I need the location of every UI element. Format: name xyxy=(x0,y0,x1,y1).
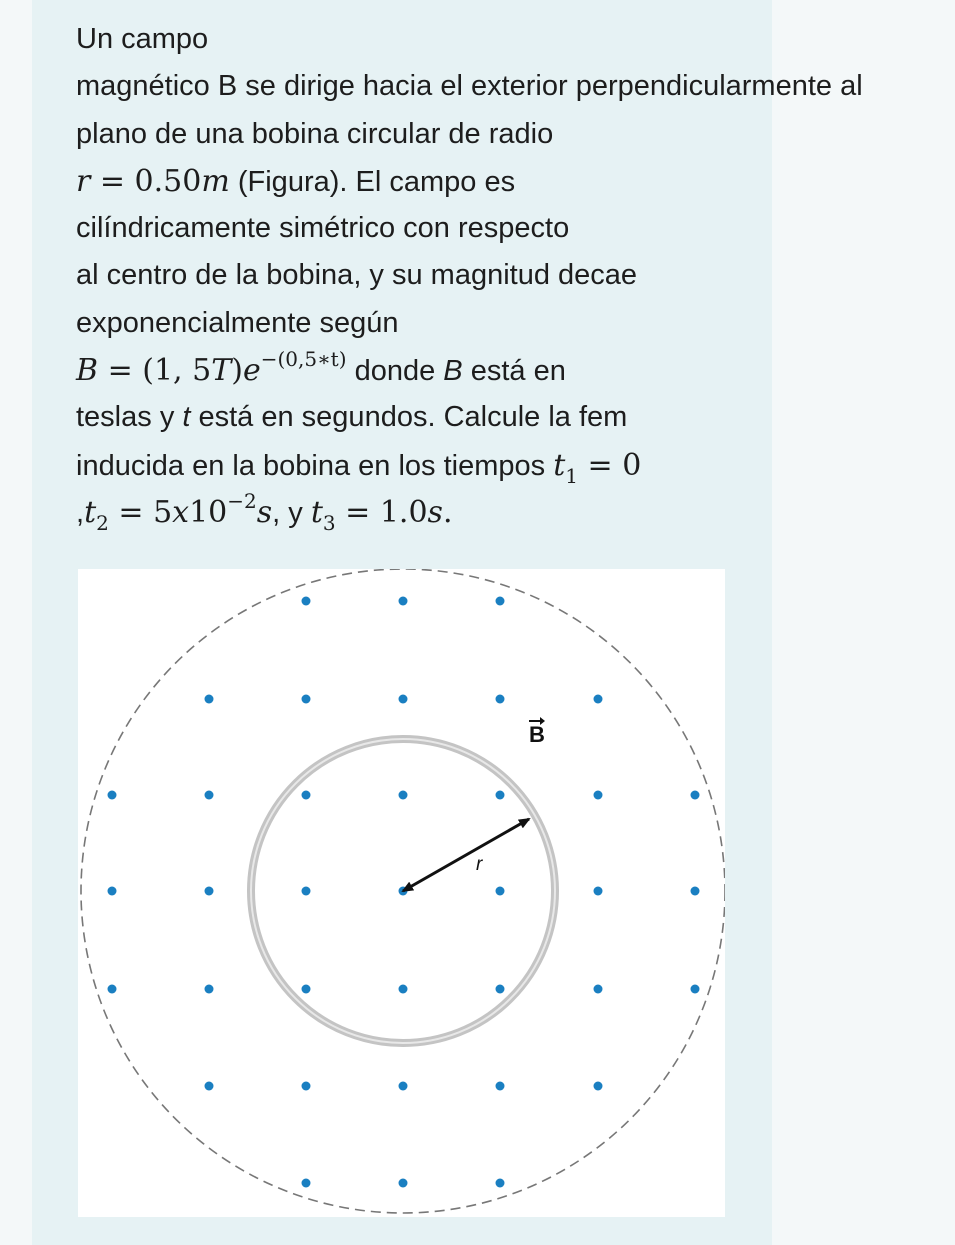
field-dot xyxy=(108,887,117,896)
field-dot xyxy=(691,887,700,896)
problem-line-9: teslas y t está en segundos. Calcule la fem xyxy=(76,401,628,434)
field-dot xyxy=(302,1082,311,1091)
field-label: B xyxy=(529,722,545,747)
field-dot xyxy=(302,791,311,800)
problem-line-2: magnético B se dirige hacia el exterior perpendicularmente al xyxy=(76,70,863,103)
field-dot xyxy=(399,985,408,994)
field-dot xyxy=(399,597,408,606)
radius-label: r xyxy=(476,854,483,875)
field-dot xyxy=(108,791,117,800)
field-dot xyxy=(302,887,311,896)
field-dot xyxy=(594,695,603,704)
field-dot xyxy=(302,695,311,704)
problem-line-11: $,t_2 = 5x10^{-2}s$, y $t_3 = 1.0s$. xyxy=(76,488,453,535)
field-dot xyxy=(302,597,311,606)
field-dot xyxy=(594,791,603,800)
field-dot xyxy=(302,985,311,994)
problem-line-7: exponencialmente según xyxy=(76,306,399,339)
field-dot xyxy=(496,887,505,896)
field-dot xyxy=(594,985,603,994)
problem-line-8: B = (1, $5T)e^{-(0,5∗t)}$ donde B está en xyxy=(76,347,566,389)
field-dot xyxy=(496,791,505,800)
field-dot xyxy=(594,887,603,896)
field-dot xyxy=(496,1082,505,1091)
field-dot xyxy=(205,887,214,896)
field-dot xyxy=(205,695,214,704)
problem-line-6: al centro de la bobina, y su magnitud decae xyxy=(76,259,638,292)
field-dot xyxy=(399,1179,408,1188)
field-dot xyxy=(399,1082,408,1091)
field-dot xyxy=(496,985,505,994)
problem-line-3: plano de una bobina circular de radio xyxy=(76,117,554,150)
field-dot xyxy=(691,985,700,994)
problem-line-5: cilíndricamente simétrico con respecto xyxy=(76,212,570,245)
field-dot xyxy=(302,1179,311,1188)
field-dot xyxy=(205,985,214,994)
field-dot xyxy=(496,695,505,704)
field-dot xyxy=(399,791,408,800)
field-dot xyxy=(691,791,700,800)
field-dot xyxy=(496,1179,505,1188)
field-dot xyxy=(594,1082,603,1091)
field-dots xyxy=(108,597,700,1188)
field-dot xyxy=(108,985,117,994)
magnetic-field-figure xyxy=(78,569,725,1217)
field-dot xyxy=(205,791,214,800)
field-dot xyxy=(399,695,408,704)
field-dot xyxy=(205,1082,214,1091)
problem-line-10: inducida en la bobina en los tiempos $t_1 = 0$ xyxy=(76,447,642,488)
problem-statement xyxy=(76,16,955,536)
figure-svg xyxy=(78,569,725,1217)
field-dot xyxy=(496,597,505,606)
radius-arrow xyxy=(403,819,529,891)
problem-line-4: r = 0.50m (Figura). El campo es xyxy=(76,163,516,199)
problem-line-1: Un campo xyxy=(76,23,209,55)
